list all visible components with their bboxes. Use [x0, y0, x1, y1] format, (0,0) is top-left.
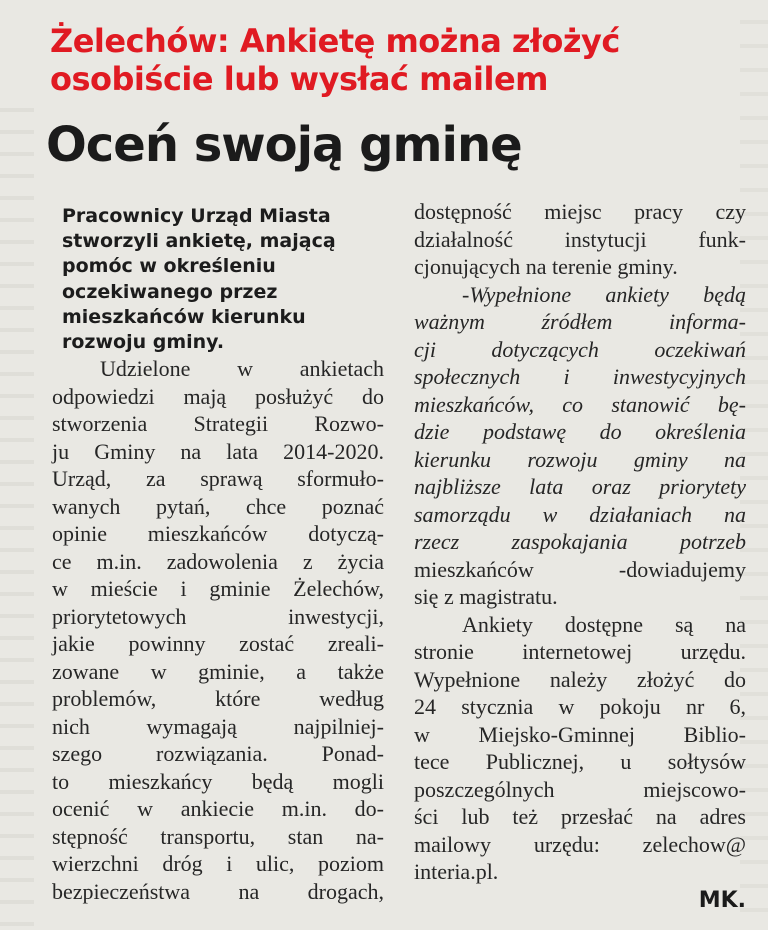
quote-line: najbliższe lata oraz priorytety	[414, 474, 746, 499]
quote-line: -Wypełnione ankiety będą	[462, 281, 746, 307]
lead-line: mieszkańców kierunku	[62, 305, 306, 328]
adjacent-column-bleed-left	[0, 90, 34, 930]
quote-line: ważnym źródłem informa-	[414, 309, 746, 334]
body-line: szego rozwiązania. Ponad-	[52, 741, 384, 767]
body-line: Udzielone w ankietach	[100, 356, 384, 382]
body-paragraph-1-continued	[414, 198, 746, 281]
body-line: ocenić w ankiecie m.in. do-	[52, 796, 384, 822]
body-line: to mieszkańcy będą mogli	[52, 768, 384, 794]
body-line: poszczególnych miejscowo-	[414, 776, 746, 802]
lead-line: pomóc w określeniu	[62, 255, 276, 278]
quote-line: cji dotyczących oczekiwań	[414, 336, 746, 362]
body-line: dostępność miejsc pracy czy	[414, 199, 746, 224]
quote-line: mieszkańców, co stanowić bę-	[414, 391, 746, 417]
body-paragraph-1	[52, 355, 384, 905]
article-column-right	[414, 198, 746, 886]
body-line: interia.pl.	[414, 859, 499, 884]
quote-line: społecznych i inwestycyjnych	[414, 364, 746, 389]
quote-line: rzecz zaspokajania potrzeb	[414, 529, 746, 554]
body-line: Wypełnione należy złożyć do	[414, 666, 746, 692]
body-line: tece Publicznej, u sołtysów	[414, 749, 746, 774]
article-kicker	[50, 22, 750, 98]
body-line: ju Gminy na lata 2014-2020.	[52, 438, 384, 464]
body-line: stępność transportu, stan na-	[52, 823, 384, 849]
body-line: 24 stycznia w pokoju nr 6,	[414, 694, 746, 719]
article-headline: Oceń swoją gminę	[46, 117, 522, 173]
quote-line: samorządu w działaniach na	[414, 501, 746, 527]
lead-line: rozwoju gminy.	[62, 331, 225, 354]
kicker-line: Żelechów: Ankietę można złożyć	[50, 22, 620, 60]
body-line: Urząd, za sprawą sformuło-	[52, 466, 384, 492]
quote-line: się z magistratu.	[414, 584, 558, 609]
body-line: ści lub też przesłać na adres	[414, 804, 746, 829]
article-column-left	[52, 204, 384, 905]
author-signature: MK.	[698, 888, 746, 913]
body-line: ce m.in. zadowolenia z życia	[52, 548, 384, 574]
body-line: w Miejsko-Gminnej Biblio-	[414, 721, 746, 747]
body-line: działalność instytucji funk-	[414, 226, 746, 252]
lead-line: oczekiwanego przez	[62, 280, 278, 303]
body-line: opinie mieszkańców dotyczą-	[52, 521, 384, 547]
article-lead	[52, 204, 384, 355]
body-line: bezpieczeństwa na drogach,	[52, 878, 384, 904]
quote-paragraph	[414, 281, 746, 611]
body-line: mailowy urzędu: zelechow@	[414, 831, 746, 857]
body-line: problemów, które według	[52, 686, 384, 712]
lead-line: stworzyli ankietę, mającą	[62, 230, 336, 253]
body-line: stworzenia Strategii Rozwo-	[52, 411, 384, 437]
quote-line: mieszkańców -dowiadujemy	[414, 556, 746, 582]
body-line: jakie powinny zostać zreali-	[52, 631, 384, 657]
body-line: zowane w gminie, a także	[52, 658, 384, 684]
quote-line: kierunku rozwoju gminy na	[414, 446, 746, 472]
lead-line: Pracownicy Urząd Miasta	[62, 205, 331, 227]
body-line: priorytetowych inwestycji,	[52, 603, 384, 629]
body-line: cjonujących na terenie gminy.	[414, 254, 678, 279]
kicker-line: osobiście lub wysłać mailem	[50, 60, 548, 98]
body-line: w mieście i gminie Żelechów,	[52, 576, 384, 602]
body-line: wierzchni dróg i ulic, poziom	[52, 851, 384, 877]
body-line: Ankiety dostępne są na	[462, 611, 746, 637]
body-line: stronie internetowej urzędu.	[414, 639, 746, 664]
body-paragraph-2	[414, 611, 746, 886]
quote-line: dzie podstawę do określenia	[414, 419, 746, 444]
body-line: wanych pytań, chce poznać	[52, 493, 384, 519]
body-line: nich wymagają najpilniej-	[52, 713, 384, 739]
body-line: odpowiedzi mają posłużyć do	[52, 383, 384, 409]
